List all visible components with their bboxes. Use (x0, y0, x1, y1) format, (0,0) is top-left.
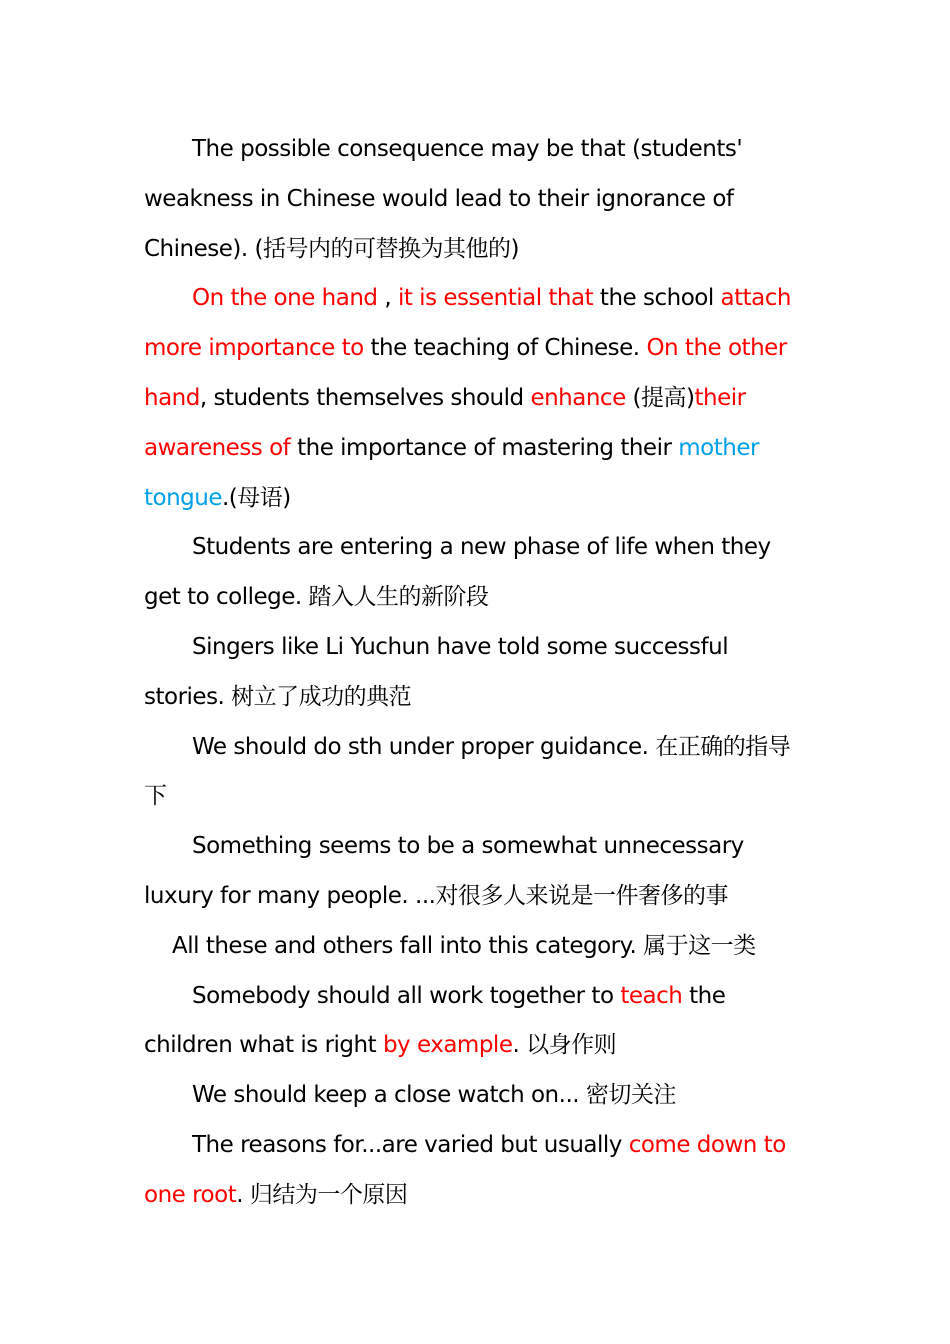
highlight-phrase: by example (382, 1032, 513, 1059)
highlight-phrase: On the one hand (192, 285, 378, 312)
text-segment: We should keep a close watch on... 密切关注 (192, 1082, 676, 1109)
text-segment: .(母语) (222, 484, 291, 511)
paragraph-successful-stories (144, 623, 809, 723)
text-segment: The possible consequence may be that (students' weakness in Chinese would lead to their ignorance of Chinese). (括号内的可替换为其他的) (144, 136, 743, 262)
highlight-phrase: come down to one root (144, 1131, 786, 1208)
text-segment: Somebody should all work together to (192, 982, 621, 1009)
paragraph-one-root (144, 1121, 809, 1221)
text-segment: , (377, 285, 398, 312)
paragraph-luxury (144, 822, 809, 922)
highlight-phrase: On the other hand (144, 335, 787, 411)
text-segment: the importance of mastering their (290, 434, 679, 461)
text-segment: Students are entering a new phase of life when they get to college. 踏入人生的新阶段 (144, 534, 771, 611)
paragraph-by-example (144, 972, 809, 1072)
highlight-phrase: enhance (530, 384, 626, 411)
text-segment: The reasons for...are varied but usually (192, 1131, 629, 1158)
highlight-phrase: their awareness of (144, 384, 746, 461)
text-segment: We should do sth under proper guidance. 在正确的指导下 (144, 733, 791, 810)
text-segment: . 归结为一个原因 (236, 1181, 408, 1208)
highlight-phrase-blue: mother tongue (144, 434, 759, 511)
paragraph-proper-guidance (144, 723, 809, 823)
text-segment: (提高) (625, 384, 695, 411)
text-segment: the school (593, 285, 721, 312)
highlight-phrase: teach (620, 982, 683, 1009)
highlight-phrase: it is essential that (397, 285, 594, 312)
paragraph-new-phase (144, 523, 809, 623)
text-segment: the teaching of Chinese. (363, 335, 647, 362)
paragraph-close-watch (144, 1071, 809, 1121)
paragraph-category (144, 922, 809, 972)
text-segment: the children what is right (144, 982, 726, 1059)
document-body (144, 125, 809, 1221)
paragraph-on-the-one-hand (144, 274, 809, 523)
paragraph-consequence (144, 125, 809, 274)
highlight-phrase: attach more importance to (144, 285, 791, 362)
text-segment: . 以身作则 (512, 1032, 617, 1059)
text-segment: All these and others fall into this category. 属于这一类 (172, 932, 756, 959)
text-segment: Something seems to be a somewhat unnecessary luxury for many people. ...对很多人来说是一件奢侈的事 (144, 833, 744, 909)
text-segment: Singers like Li Yuchun have told some successful stories. 树立了成功的典范 (144, 633, 729, 710)
text-segment: , students themselves should (199, 384, 531, 411)
